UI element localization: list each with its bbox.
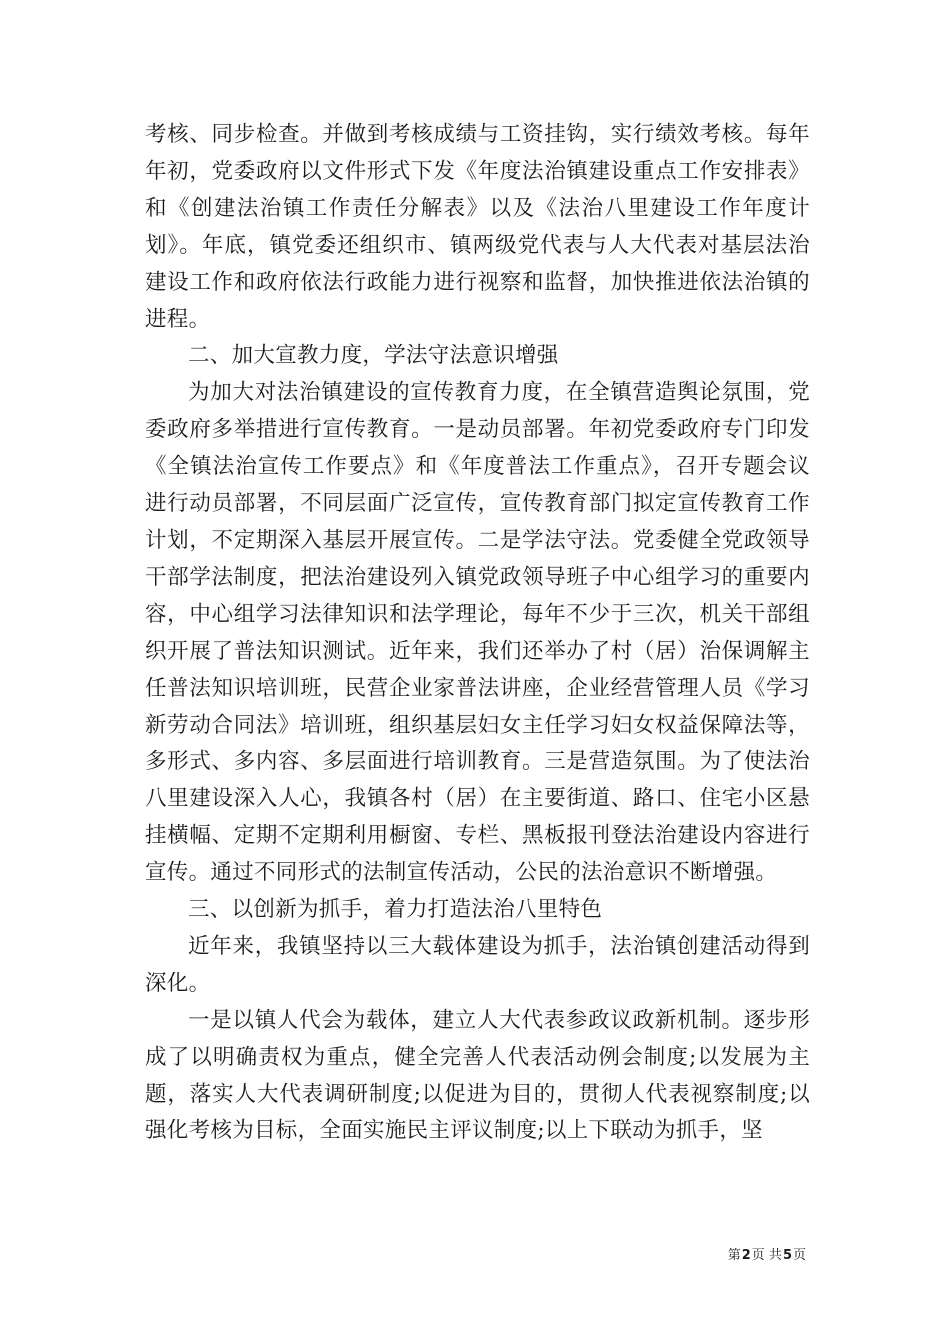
paragraph-carriers-intro: 近年来，我镇坚持以三大载体建设为抓手，法治镇创建活动得到深化。 bbox=[145, 933, 810, 996]
footer-middle: 页 共 bbox=[751, 1248, 782, 1263]
page-number-footer bbox=[728, 1247, 806, 1265]
document-body bbox=[145, 117, 810, 1150]
section-heading-2: 二、加大宣教力度，学法守法意识增强 bbox=[188, 343, 559, 369]
footer-prefix: 第 bbox=[727, 1248, 741, 1263]
footer-suffix: 页 bbox=[792, 1248, 806, 1263]
paragraph-assessment: 考核、同步检查。并做到考核成绩与工资挂钩，实行绩效考核。每年年初，党委政府以文件形式下发《年度法治镇建设重点工作安排表》和《创建法治镇工作责任分解表》以及《法治八里建设工作年度计划》。年底，镇党委还组织市、镇两级党代表与人大代表对基层法治建设工作和政府依法行政能力进行视察和监督，加快推进依法治镇的进程。 bbox=[145, 122, 810, 332]
footer-total-pages: 5 bbox=[782, 1248, 792, 1263]
paragraph-publicity: 为加大对法治镇建设的宣传教育力度，在全镇营造舆论氛围，党委政府多举措进行宣传教育。一是动员部署。年初党委政府专门印发《全镇法治宣传工作要点》和《年度普法工作重点》，召开专题会议进行动员部署，不同层面广泛宣传，宣传教育部门拟定宣传教育工作计划，不定期深入基层开展宣传。二是学法守法。党委健全党政领导干部学法制度，把法治建设列入镇党政领导班子中心组学习的重要内容，中心组学习法律知识和法学理论，每年不少于三次，机关干部组织开展了普法知识测试。近年来，我们还举办了村（居）治保调解主任普法知识培训班，民营企业家普法讲座，企业经营管理人员《学习新劳动合同法》培训班，组织基层妇女主任学习妇女权益保障法等，多形式、多内容、多层面进行培训教育。三是营造氛围。为了使法治八里建设深入人心，我镇各村（居）在主要街道、路口、住宅小区悬挂横幅、定期不定期利用橱窗、专栏、黑板报刊登法治建设内容进行宣传。通过不同形式的法制宣传活动，公民的法治意识不断增强。 bbox=[145, 380, 810, 886]
footer-current-page: 2 bbox=[741, 1248, 751, 1263]
paragraph-people-congress: 一是以镇人代会为载体，建立人大代表参政议政新机制。逐步形成了以明确责权为重点，健全完善人代表活动例会制度;以发展为主题，落实人大代表调研制度;以促进为目的，贯彻人代表视察制度;以强化考核为目标，全面实施民主评议制度;以上下联动为抓手，坚 bbox=[145, 1007, 810, 1144]
section-heading-3: 三、以创新为抓手，着力打造法治八里特色 bbox=[188, 897, 603, 923]
